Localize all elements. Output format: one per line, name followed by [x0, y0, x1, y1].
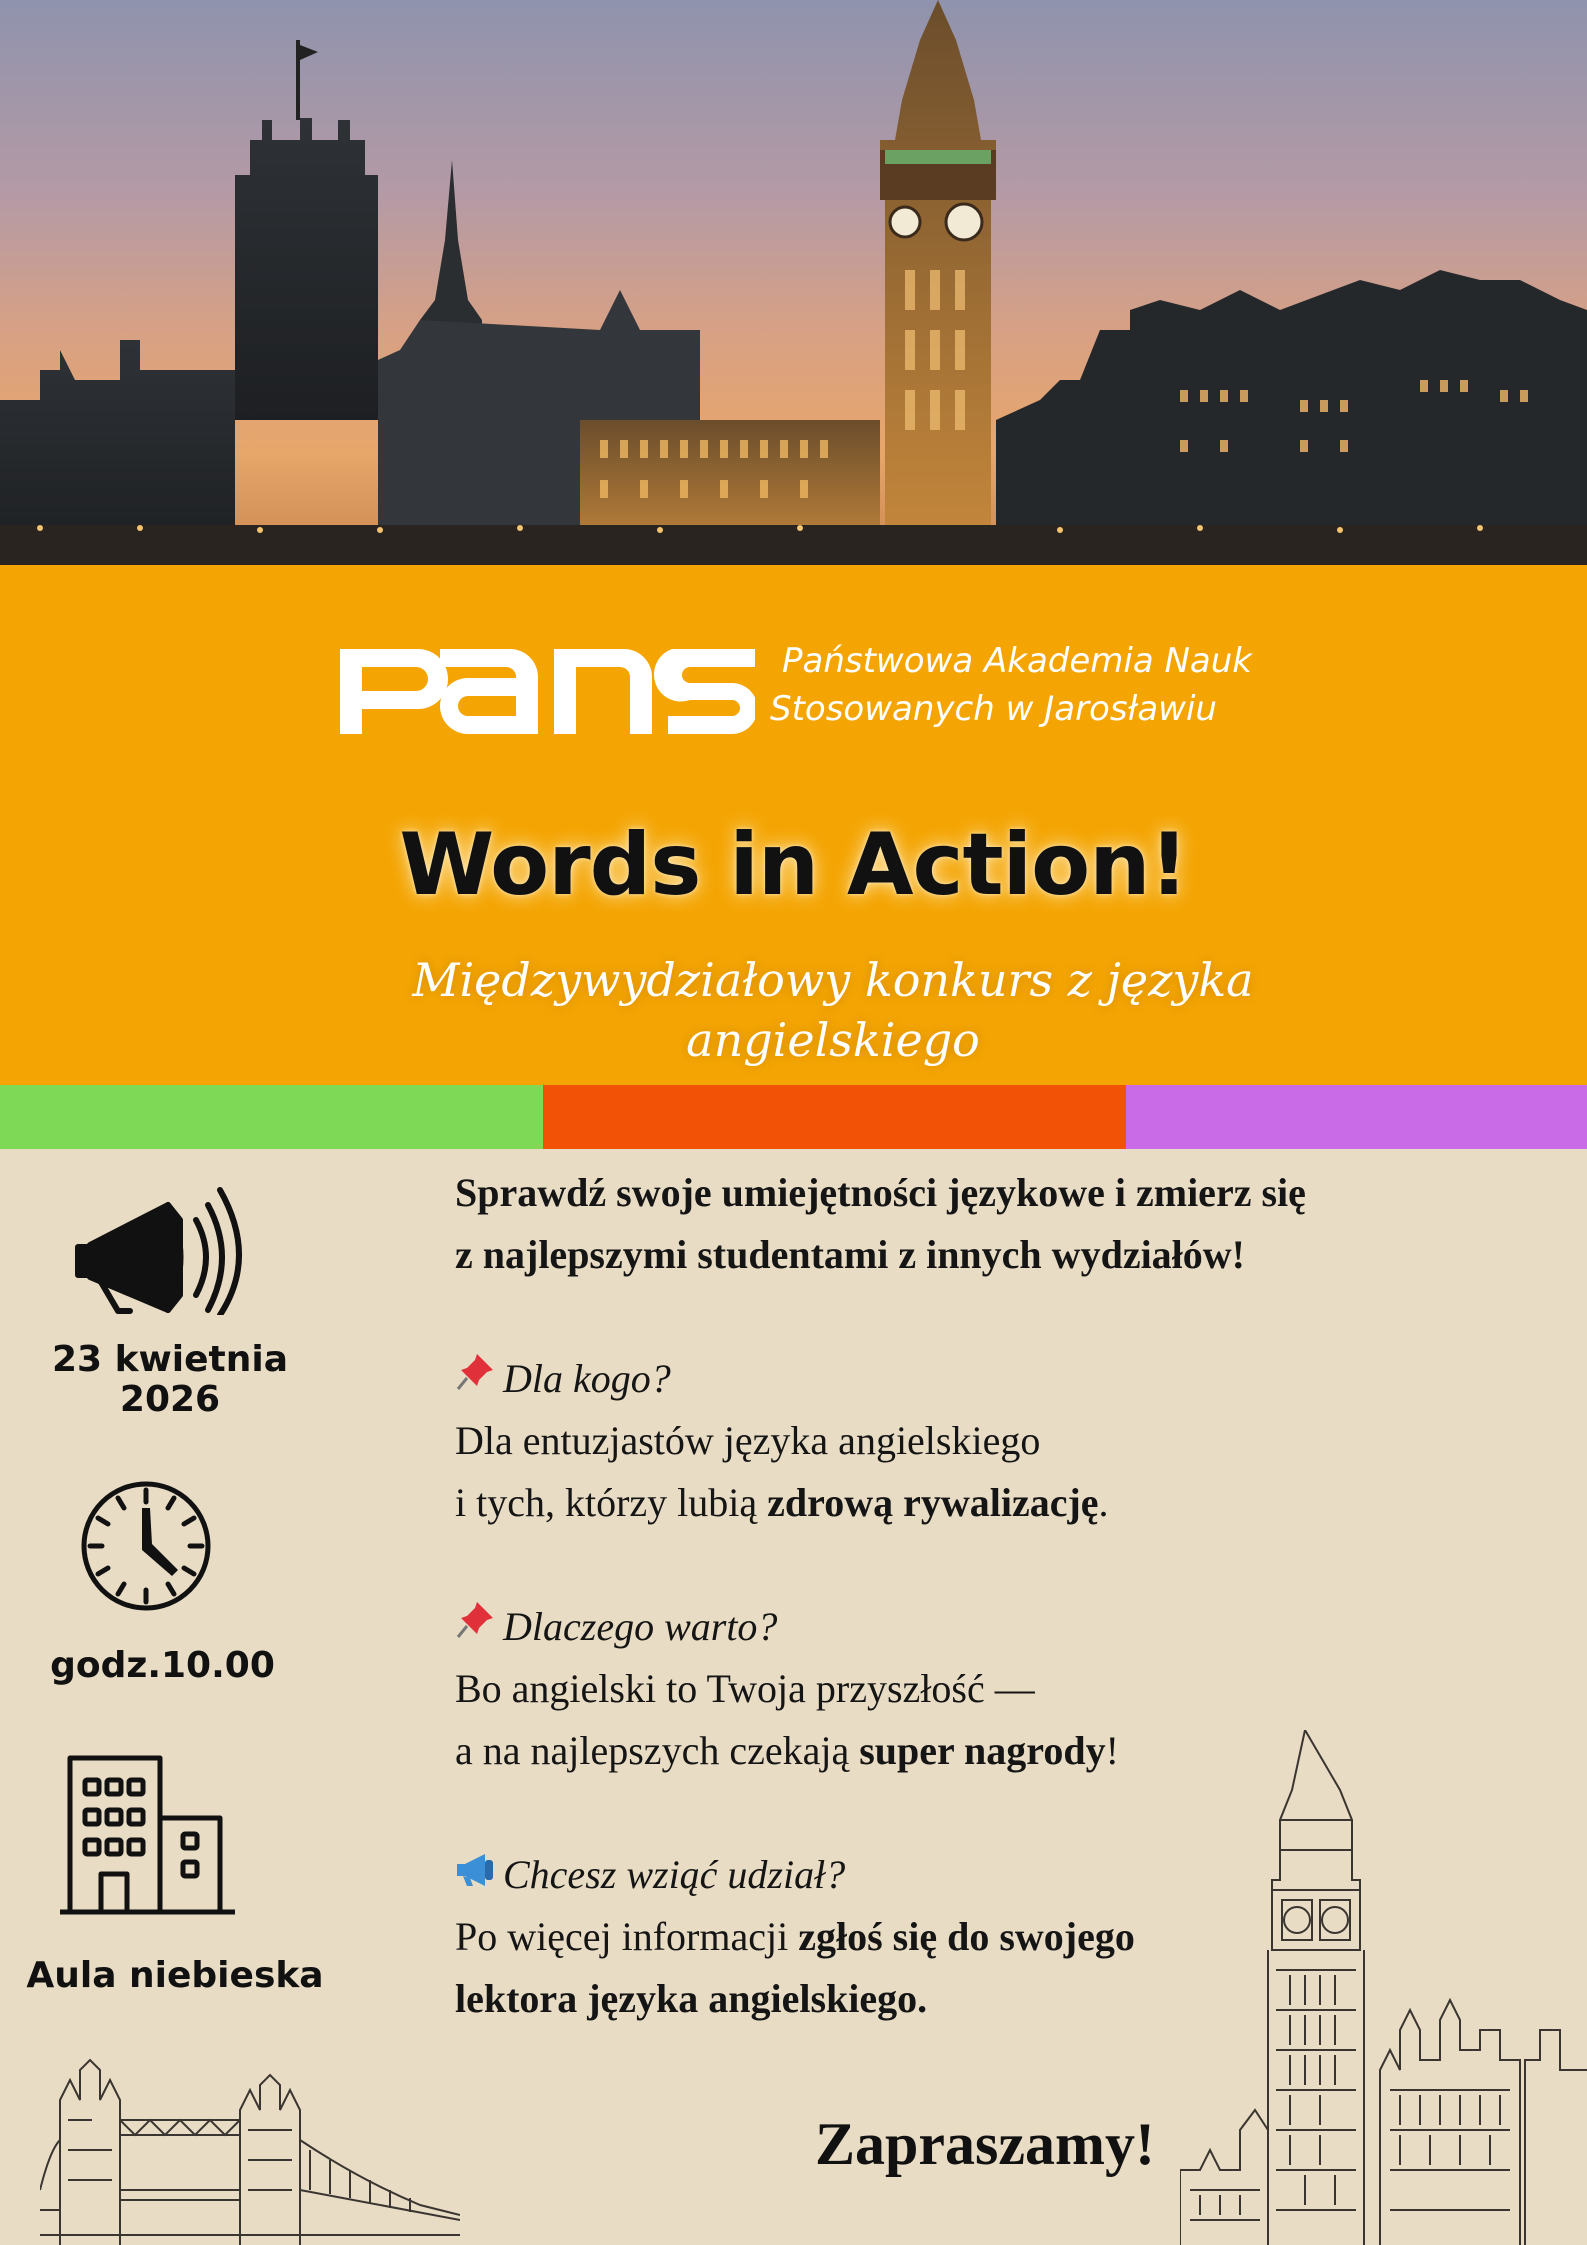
- question-why: [455, 1596, 1465, 1658]
- answer-who: [455, 1410, 1465, 1534]
- pushpin-icon: [455, 1348, 503, 1410]
- event-time: godz.10.00: [50, 1645, 275, 1686]
- clock-icon: [78, 1478, 214, 1614]
- invitation-text: Zapraszamy!: [815, 2111, 1155, 2177]
- pushpin-icon: [455, 1596, 503, 1658]
- answer-who-line1: Dla entuzjastów języka angielskiego: [455, 1418, 1041, 1463]
- question-how-text: Chcesz wziąć udział?: [503, 1852, 846, 1897]
- megaphone-icon: [68, 1175, 258, 1315]
- answer-how-highlight2: lektora języka angielskiego.: [455, 1976, 928, 2021]
- pans-logo-mark: [340, 649, 755, 734]
- event-title: Words in Action!: [399, 815, 1188, 915]
- answer-how-highlight1: zgłoś się do swojego: [798, 1914, 1135, 1959]
- hero-photo: [0, 0, 1587, 565]
- answer-why-line1: Bo angielski to Twoja przyszłość —: [455, 1666, 1035, 1711]
- color-strip: [0, 1085, 1587, 1149]
- question-who: [455, 1348, 1465, 1410]
- university-name-line2: Stosowanych w Jarosławiu: [770, 689, 1217, 729]
- question-who-text: Dla kogo?: [503, 1356, 671, 1401]
- strip-purple: [1126, 1085, 1587, 1149]
- header-band: [0, 565, 1587, 1085]
- event-date-day: 23 kwietnia: [51, 1339, 289, 1380]
- answer-who-line2-pre: i tych, którzy lubią: [455, 1480, 768, 1525]
- answer-who-line2-post: .: [1098, 1480, 1109, 1525]
- building-icon: [55, 1750, 240, 1920]
- answer-why-line2-pre: a na najlepszych czekają: [455, 1728, 860, 1773]
- intro-text: [455, 1162, 1465, 1286]
- event-place: Aula niebieska: [26, 1955, 324, 1996]
- answer-why-line2-post: !: [1105, 1728, 1119, 1773]
- tower-bridge-sketch-illustration: [40, 2040, 460, 2245]
- event-date-year: 2026: [119, 1379, 221, 1420]
- intro-line1: Sprawdź swoje umiejętności językowe i zmierz się: [455, 1170, 1306, 1215]
- question-why-text: Dlaczego warto?: [503, 1604, 778, 1649]
- intro-line2: z najlepszymi studentami z innych wydziałów!: [455, 1232, 1245, 1277]
- answer-who-highlight: zdrową rywalizację: [767, 1480, 1099, 1525]
- answer-why-highlight: super nagrody: [859, 1728, 1106, 1773]
- university-name-line1: Państwowa Akademia Nauk: [782, 641, 1252, 681]
- event-date: [20, 1340, 320, 1420]
- university-name: [770, 637, 1252, 733]
- event-subtitle: Międzywydziałowy konkurs z języka angielskiego: [412, 953, 1254, 1067]
- strip-green: [0, 1085, 543, 1149]
- answer-how-line1-pre: Po więcej informacji: [455, 1914, 799, 1959]
- strip-orange: [543, 1085, 1126, 1149]
- megaphone-small-icon: [455, 1844, 503, 1906]
- big-ben-sketch-illustration: [1180, 1730, 1587, 2245]
